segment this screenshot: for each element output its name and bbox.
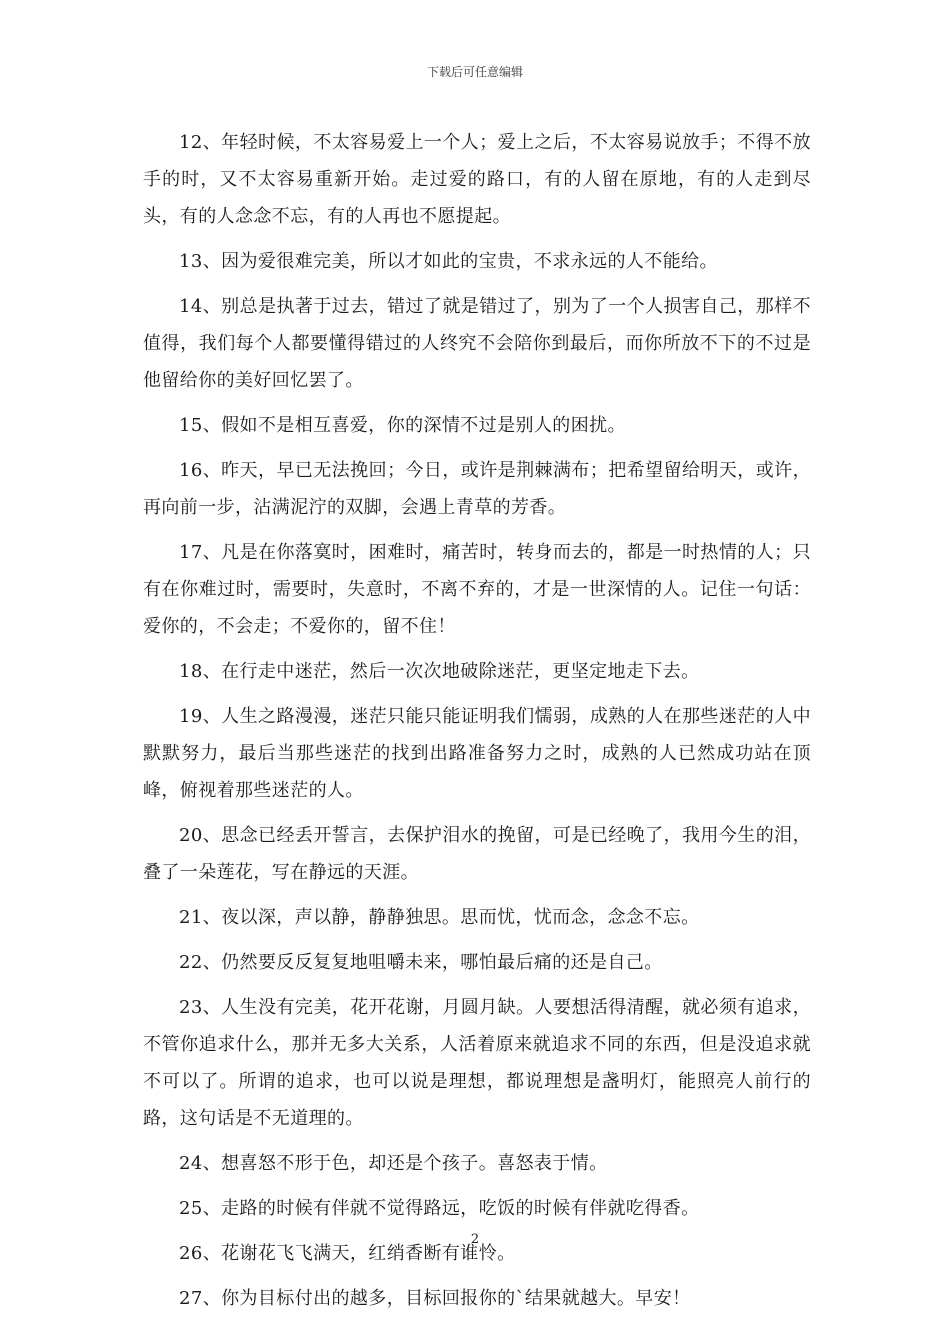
paragraph-27: 27、你为目标付出的越多，目标回报你的`结果就越大。早安！ bbox=[179, 1288, 691, 1309]
paragraph-26: 26、花谢花飞飞满天，红绡香断有谁怜。 bbox=[179, 1243, 516, 1264]
paragraph-21: 21、夜以深，声以静，静静独思。思而忧，忧而念，念念不忘。 bbox=[179, 907, 700, 928]
paragraph-15: 15、假如不是相互喜爱，你的深情不过是别人的困扰。 bbox=[179, 415, 626, 436]
paragraph-16: 16、昨天，早已无法挽回；今日，或许是荆棘满布；把希望留给明天，或许，再向前一步，沾满泥泞的双脚，会遇上青草的芳香。 bbox=[143, 460, 811, 518]
paragraph-22: 22、仍然要反反复复地咀嚼未来，哪怕最后痛的还是自己。 bbox=[179, 952, 663, 973]
paragraph-18: 18、在行走中迷茫，然后一次次地破除迷茫，更坚定地走下去。 bbox=[179, 661, 700, 682]
paragraph-17: 17、凡是在你落寞时，困难时，痛苦时，转身而去的，都是一时热情的人；只有在你难过时，需要时，失意时，不离不弃的，才是一世深情的人。记住一句话：爱你的，不会走；不爱你的，留不住！ bbox=[143, 542, 811, 637]
page-number: 2 bbox=[470, 1232, 480, 1247]
document-body bbox=[143, 124, 811, 1325]
paragraph-19: 19、人生之路漫漫，迷茫只能只能证明我们懦弱，成熟的人在那些迷茫的人中默默努力，最后当那些迷茫的找到出路准备努力之时，成熟的人已然成功站在顶峰，俯视着那些迷茫的人。 bbox=[143, 706, 811, 801]
paragraph-13: 13、因为爱很难完美，所以才如此的宝贵，不求永远的人不能给。 bbox=[179, 251, 718, 272]
paragraph-20: 20、思念已经丢开誓言，去保护泪水的挽留，可是已经晚了，我用今生的泪，叠了一朵莲花，写在静远的天涯。 bbox=[143, 825, 811, 883]
paragraph-12: 12、年轻时候，不太容易爱上一个人；爱上之后，不太容易说放手；不得不放手的时，又不太容易重新开始。走过爱的路口，有的人留在原地，有的人走到尽头，有的人念念不忘，有的人再也不愿提起。 bbox=[143, 132, 811, 227]
paragraph-23: 23、人生没有完美，花开花谢，月圆月缺。人要想活得清醒，就必须有追求，不管你追求什么，那并无多大关系，人活着原来就追求不同的东西，但是没追求就不可以了。所谓的追求，也可以说是理想，都说理想是盏明灯，能照亮人前行的路，这句话是不无道理的。 bbox=[143, 997, 811, 1129]
page-header: 下载后可任意编辑 bbox=[426, 65, 523, 79]
paragraph-24: 24、想喜怒不形于色，却还是个孩子。喜怒表于情。 bbox=[179, 1153, 608, 1174]
paragraph-14: 14、别总是执著于过去，错过了就是错过了，别为了一个人损害自己，那样不值得，我们每个人都要懂得错过的人终究不会陪你到最后，而你所放不下的不过是他留给你的美好回忆罢了。 bbox=[143, 296, 811, 391]
paragraph-25: 25、走路的时候有伴就不觉得路远，吃饭的时候有伴就吃得香。 bbox=[179, 1198, 700, 1219]
